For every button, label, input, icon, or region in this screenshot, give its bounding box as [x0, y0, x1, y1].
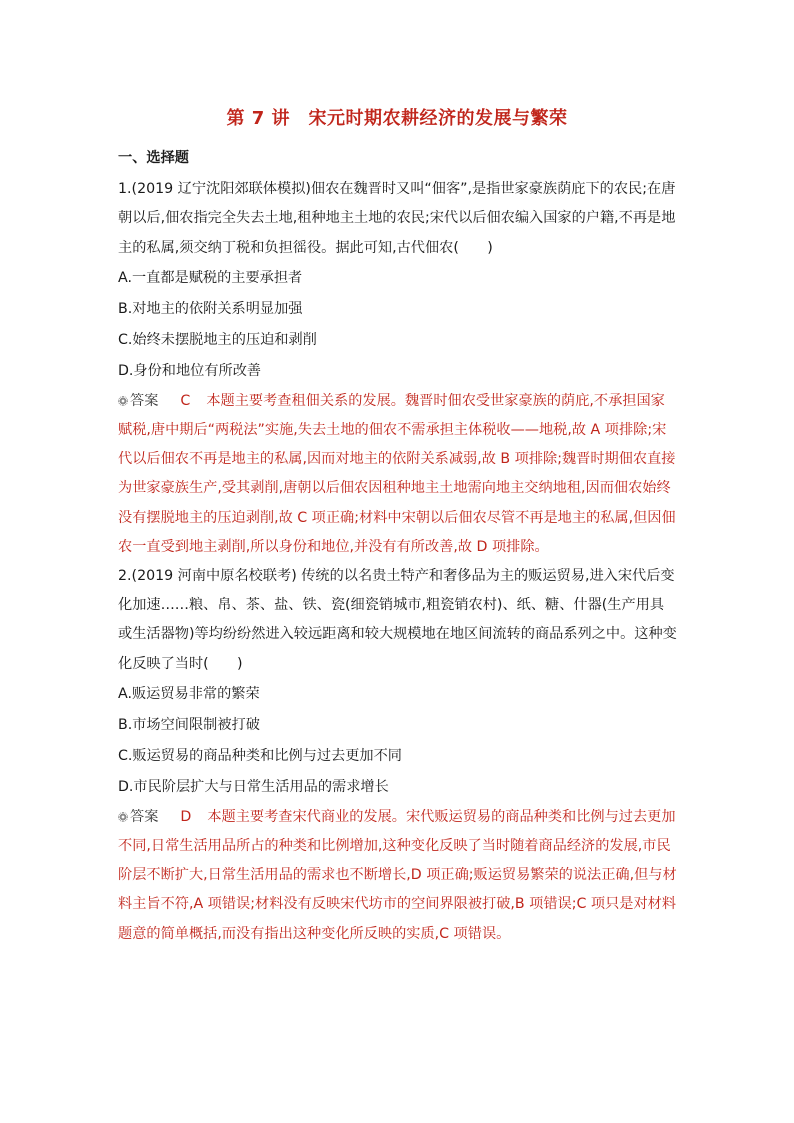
answer-letter: D: [180, 808, 192, 825]
option-b: B.市场空间限制被打破: [118, 716, 260, 733]
answer-explanation: 本题主要考查宋代商业的发展。宋代贩运贸易的商品种类和比例与过去更加不同,日常生活用品所占的种类和比例增加,这种变化反映了当时随着商品经济的发展,市民阶层不断扩大,日常生活用品的需求也不断增长,D 项正确;贩运贸易繁荣的说法正确,但与材料主旨不符,A 项错误;材料没有反映宋代坊市的空间界限被打破,B 项错误;C 项只是对材料题意的简单概括,而没有指出这种变化所反映的实质,C 项错误。: [118, 808, 677, 942]
option-c: C.贩运贸易的商品种类和比例与过去更加不同: [118, 747, 402, 764]
content-area: [118, 144, 678, 949]
answer-icon: [118, 812, 128, 822]
option-a: A.贩运贸易非常的繁荣: [118, 685, 260, 702]
answer-block: [118, 803, 678, 949]
option-c: C.始终未摆脱地主的压迫和剥削: [118, 331, 317, 348]
question-stem: 2.(2019 河南中原名校联考) 传统的以名贵土特产和奢侈品为主的贩运贸易,进入宋代后变化加速……粮、帛、茶、盐、铁、瓷(细瓷销城市,粗瓷销农村)、纸、糖、什器(生产用具或生活器物)等均纷纷然进入较远距离和较大规模地在地区间流转的商品系列之中。这种变化反映了当时( ): [118, 568, 677, 672]
option-a: A.一直都是赋税的主要承担者: [118, 269, 303, 286]
page-title: 第 7 讲 宋元时期农耕经济的发展与繁荣: [226, 108, 568, 129]
option-d: D.身份和地位有所改善: [118, 362, 262, 379]
section-heading: 一、选择题: [118, 150, 189, 166]
question-block: [118, 562, 678, 949]
answer-block: [118, 387, 678, 562]
answer-explanation: 本题主要考查租佃关系的发展。魏晋时佃农受世家豪族的荫庇,不承担国家赋税,唐中期后“两税法”实施,失去土地的佃农不需承担主体税收——地税,故 A 项排除;宋代以后佃农不再是地主的私属,因而对地主的依附关系减弱,故 B 项排除;魏晋时期佃农直接为世家豪族生产,受其剥削,唐朝以后佃农因租种地主土地需向地主交纳地租,因而佃农始终没有摆脱地主的压迫剥削,故 C 项正确;材料中宋朝以后佃农尽管不再是地主的私属,但因佃农一直受到地主剥削,所以身份和地位,并没有有所改善,故 D 项排除。: [118, 392, 676, 555]
question-block: [118, 175, 678, 562]
answer-letter: C: [180, 392, 191, 409]
answer-label: 答案: [130, 392, 159, 409]
answer-label: 答案: [130, 808, 159, 825]
question-stem: 1.(2019 辽宁沈阳郊联体模拟)佃农在魏晋时又叫“佃客”,是指世家豪族荫庇下的农民;在唐朝以后,佃农指完全失去土地,租种地主土地的农民;宋代以后佃农编入国家的户籍,不再是地主的私属,须交纳丁税和负担徭役。据此可知,古代佃农( ): [118, 181, 676, 256]
answer-icon: [118, 396, 128, 406]
option-b: B.对地主的依附关系明显加强: [118, 300, 303, 317]
option-d: D.市民阶层扩大与日常生活用品的需求增长: [118, 778, 389, 795]
